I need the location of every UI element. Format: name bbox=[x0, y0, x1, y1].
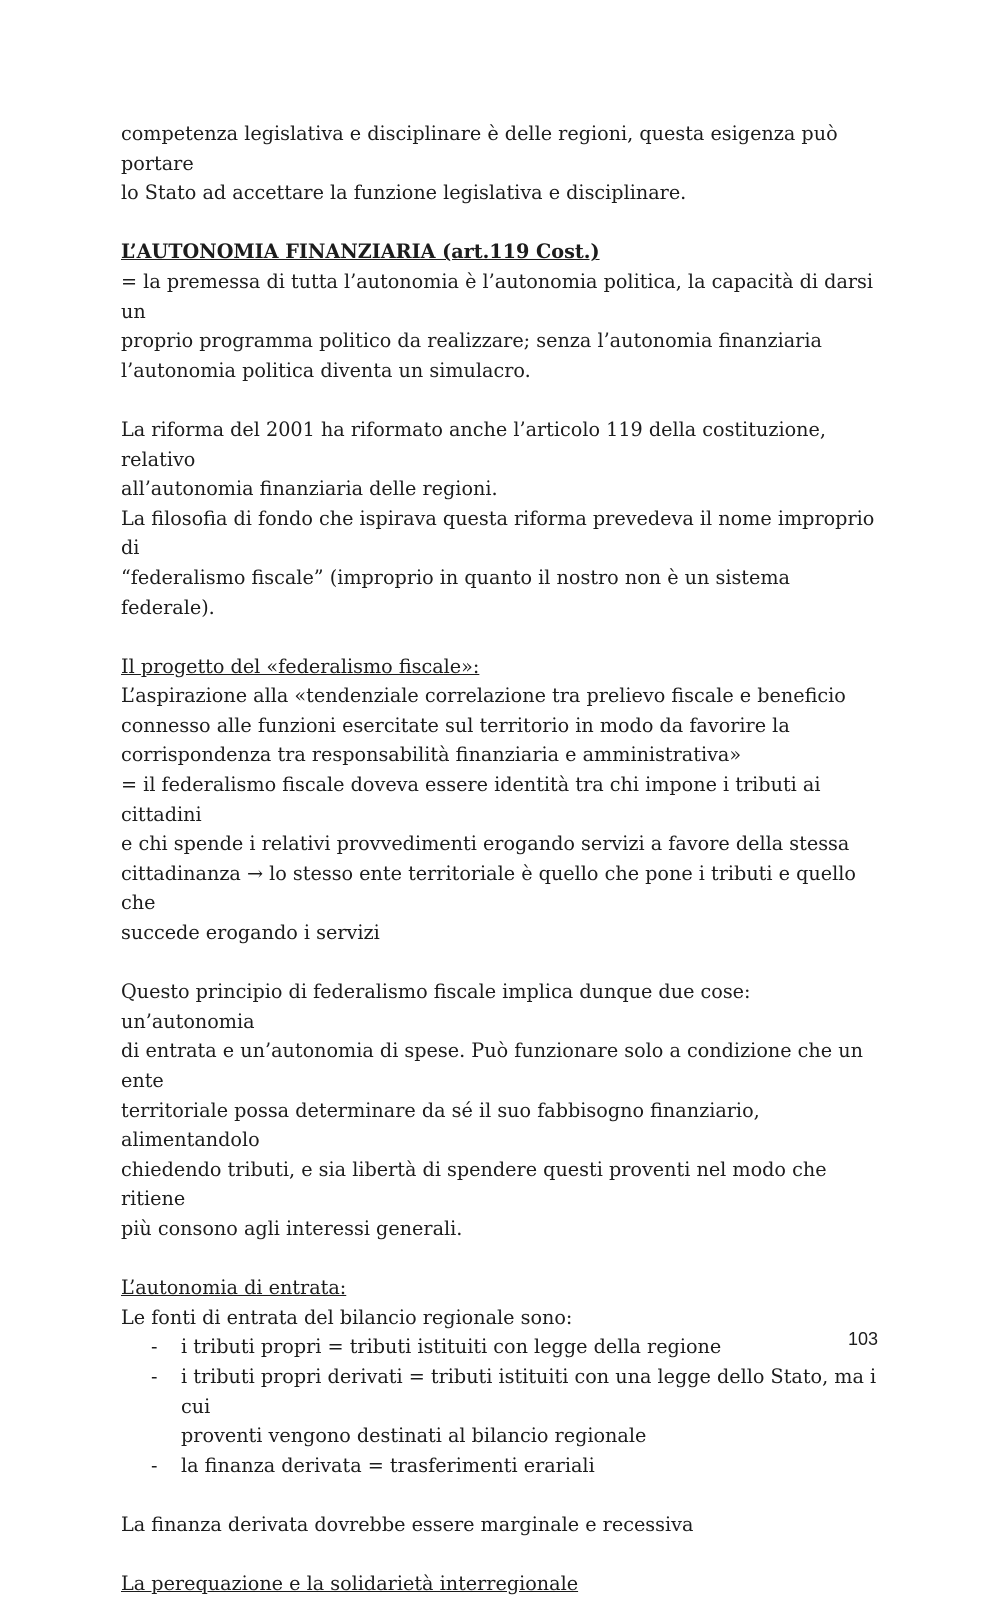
project-line-4: = il federalismo fiscale doveva essere identità tra chi impone i tributi ai cittadini bbox=[121, 773, 821, 826]
reform-line-2: all’autonomia finanziaria delle regioni. bbox=[121, 477, 498, 501]
list-item-text: i tributi propri = tributi istituiti con legge della regione bbox=[181, 1335, 722, 1359]
dash-bullet: - bbox=[151, 1335, 158, 1359]
intro-line-1: competenza legislativa e disciplinare è delle regioni, questa esigenza può portare bbox=[121, 122, 838, 175]
principle-line-4: chiedendo tributi, e sia libertà di spendere questi proventi nel modo che ritiene bbox=[121, 1157, 827, 1211]
list-item-text-continued: proventi vengono destinati al bilancio regionale bbox=[181, 1424, 647, 1448]
perequazione-heading: La perequazione e la solidarietà interregionale bbox=[121, 1572, 579, 1596]
list-item-text: i tributi propri derivati = tributi istituiti con una legge dello Stato, ma i cui bbox=[181, 1364, 877, 1418]
spacer bbox=[121, 1244, 881, 1274]
project-line-7: succede erogando i servizi bbox=[121, 921, 380, 945]
intro-line-2: lo Stato ad accettare la funzione legislativa e disciplinare. bbox=[121, 181, 687, 205]
section1-line-3: l’autonomia politica diventa un simulacro. bbox=[121, 358, 531, 382]
principle-line-3: territoriale possa determinare da sé il suo fabbisogno finanziario, alimentandolo bbox=[121, 1098, 760, 1152]
project-line-5: e chi spende i relativi provvedimenti erogando servizi a favore della stessa bbox=[121, 832, 850, 856]
list-item-text: la finanza derivata = trasferimenti erariali bbox=[181, 1453, 595, 1477]
project-line-6: cittadinanza → lo stesso ente territoriale è quello che pone i tributi e quello che bbox=[121, 861, 856, 915]
spacer bbox=[121, 385, 881, 415]
reform-line-3: La filosofia di fondo che ispirava questa riforma prevedeva il nome improprio di bbox=[121, 506, 875, 560]
spacer bbox=[121, 1540, 881, 1570]
list-item bbox=[121, 1362, 881, 1451]
spacer bbox=[121, 208, 881, 238]
project-line-3: corrispondenza tra responsabilità finanziaria e amministrativa» bbox=[121, 743, 742, 767]
spacer bbox=[121, 622, 881, 652]
list-item bbox=[121, 1332, 881, 1362]
project-heading: Il progetto del «federalismo fiscale»: bbox=[121, 654, 480, 678]
spacer bbox=[121, 948, 881, 978]
section1-line-1: = la premessa di tutta l’autonomia è l’autonomia politica, la capacità di darsi un bbox=[121, 269, 874, 323]
reform-line-1: La riforma del 2001 ha riformato anche l’articolo 119 della costituzione, relativo bbox=[121, 417, 826, 471]
entrata-intro: Le fonti di entrata del bilancio regionale sono: bbox=[121, 1305, 573, 1329]
list-item bbox=[121, 1451, 881, 1481]
project-line-2: connesso alle funzioni esercitate sul territorio in modo da favorire la bbox=[121, 713, 790, 737]
section-heading-autonomia-finanziaria: L’AUTONOMIA FINANZIARIA (art.119 Cost.) bbox=[121, 240, 600, 264]
page-number: 103 bbox=[847, 1329, 878, 1349]
dash-bullet: - bbox=[151, 1453, 158, 1477]
finanza-derivata-text: La finanza derivata dovrebbe essere marginale e recessiva bbox=[121, 1512, 694, 1536]
entrata-heading: L’autonomia di entrata: bbox=[121, 1276, 347, 1300]
entrata-list bbox=[121, 1332, 881, 1480]
principle-line-1: Questo principio di federalismo fiscale implica dunque due cose: un’autonomia bbox=[121, 980, 751, 1033]
project-line-1: L’aspirazione alla «tendenziale correlazione tra prelievo fiscale e beneficio bbox=[121, 684, 846, 708]
spacer bbox=[121, 1480, 881, 1510]
dash-bullet: - bbox=[151, 1364, 158, 1388]
section1-line-2: proprio programma politico da realizzare; senza l’autonomia finanziaria bbox=[121, 329, 822, 353]
reform-line-4: “federalismo fiscale” (improprio in quanto il nostro non è un sistema federale). bbox=[121, 565, 790, 619]
document-page bbox=[121, 119, 881, 1599]
principle-line-2: di entrata e un’autonomia di spese. Può funzionare solo a condizione che un ente bbox=[121, 1039, 863, 1092]
principle-line-5: più consono agli interessi generali. bbox=[121, 1216, 463, 1240]
